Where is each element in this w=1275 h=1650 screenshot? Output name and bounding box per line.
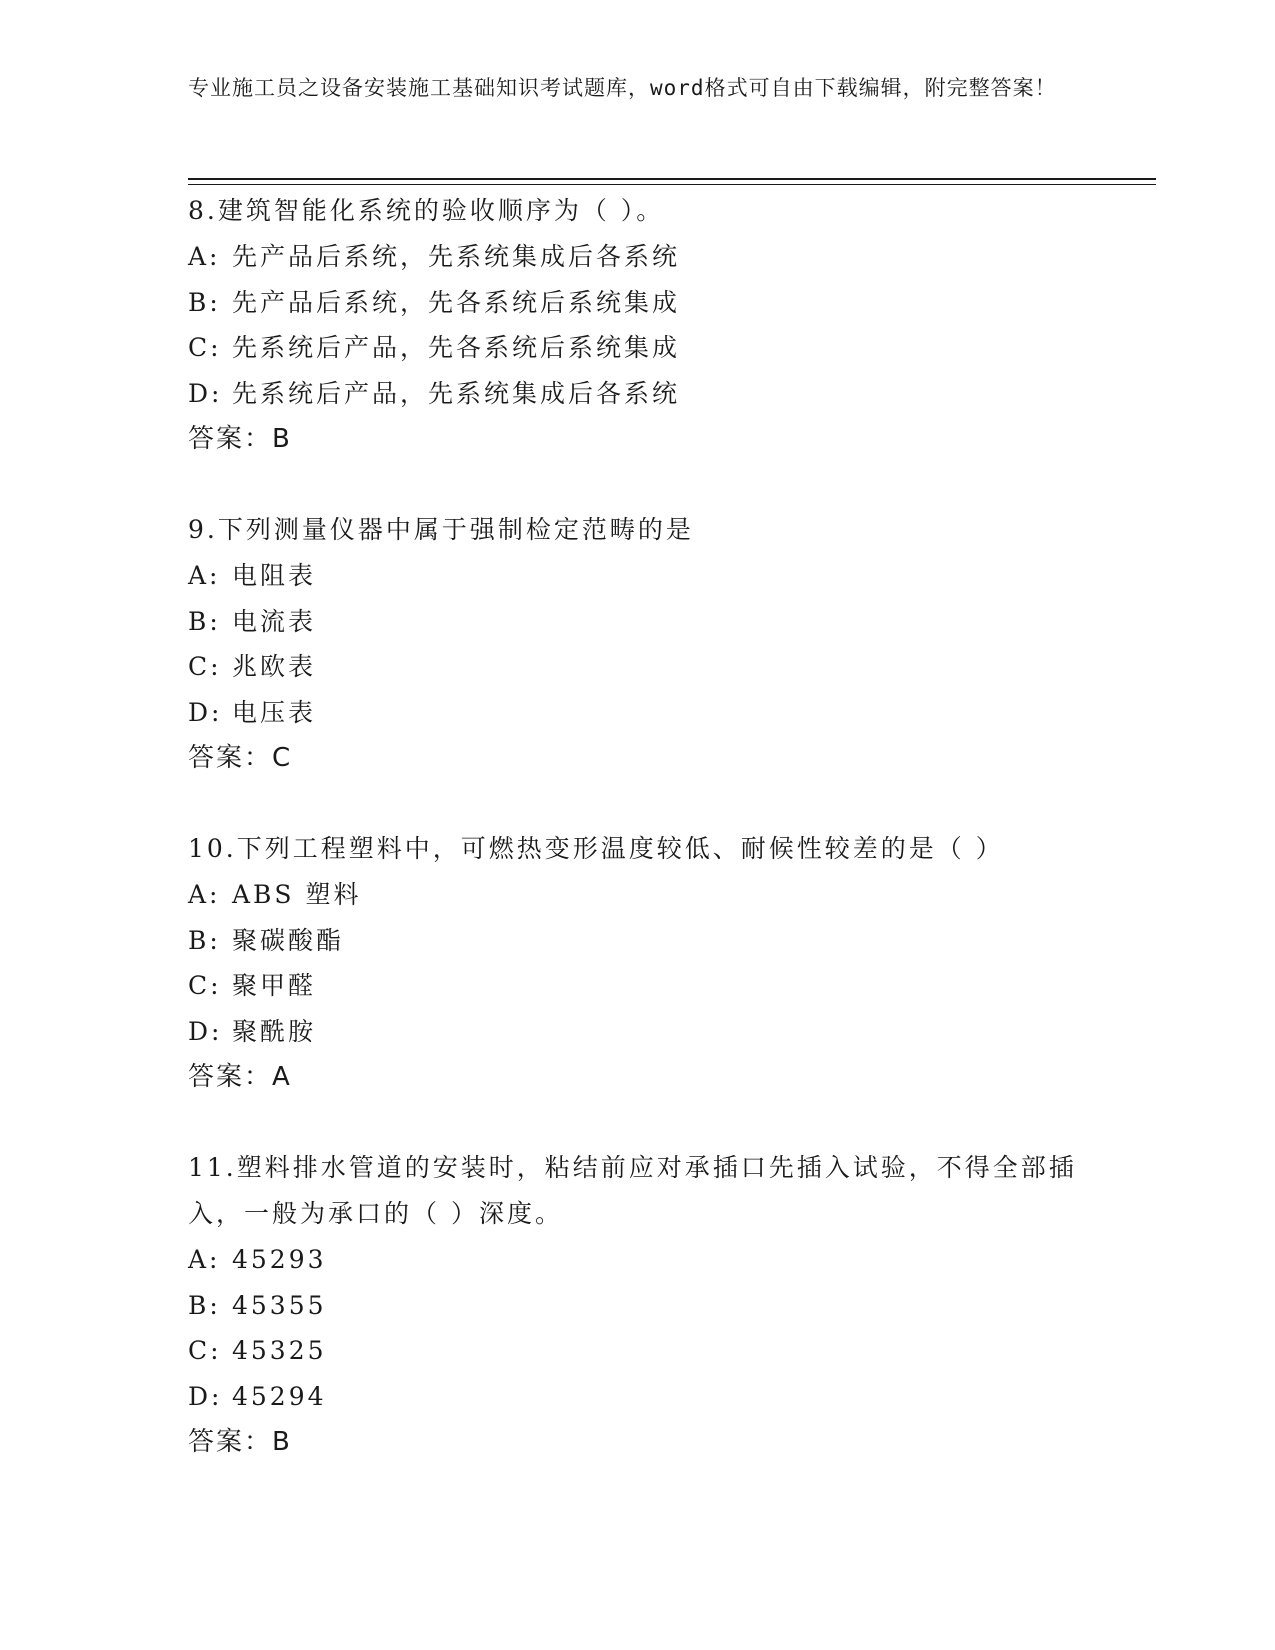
option-a [188,234,1088,280]
header-divider-thin [188,184,1156,185]
option-text: 先系统后产品，先系统集成后各系统 [232,378,681,408]
question-stem: 9.下列测量仪器中属于强制检定范畴的是 [188,515,694,544]
option-d [188,371,1088,417]
option-c [188,963,1088,1009]
answer-line: 答案：A [188,1062,292,1092]
option-text: 聚甲醛 [232,971,317,1000]
option-text: 45293 [232,1245,327,1274]
option-text: 聚酰胺 [232,1016,317,1046]
option-label: C: [188,333,222,362]
answer-line: 答案：C [188,743,293,773]
option-label: D: [188,378,223,408]
question-stem: 11.塑料排水管道的安装时，粘结前应对承插口先插入试验，不得全部插入，一般为承口的（ ）深度。 [188,1153,1077,1228]
option-a [188,872,1088,918]
option-c [188,1328,1088,1374]
option-text: 45355 [232,1290,327,1320]
option-label: C: [188,971,222,1000]
option-text: ABS 塑料 [232,880,362,909]
option-d [188,690,1088,736]
option-c [188,325,1088,371]
option-text: 先系统后产品，先各系统后系统集成 [232,333,681,362]
option-c [188,644,1088,690]
option-text: 兆欧表 [232,652,317,681]
option-d [188,1374,1088,1420]
option-text: 电压表 [232,697,317,727]
question-item [188,826,1088,1100]
option-b [188,280,1088,326]
option-text: 先产品后系统，先各系统后系统集成 [232,287,681,317]
header-divider-thick [188,178,1156,180]
option-b [188,918,1088,964]
option-label: D: [188,1381,223,1411]
option-d [188,1009,1088,1055]
option-label: D: [188,697,223,727]
question-stem: 10.下列工程塑料中，可燃热变形温度较低、耐候性较差的是（ ） [188,834,1004,863]
question-item [188,1145,1088,1465]
option-text: 聚碳酸酯 [232,925,345,955]
option-text: 电阻表 [232,561,317,590]
option-label: A: [188,880,221,909]
option-label: A: [188,561,221,590]
option-text: 电流表 [232,606,317,636]
option-label: B: [188,1290,221,1320]
option-label: A: [188,1245,221,1274]
option-label: A: [188,242,221,271]
option-b [188,1283,1088,1329]
option-a [188,1237,1088,1283]
answer-line: 答案：B [188,424,292,454]
option-label: C: [188,652,222,681]
option-text: 45325 [232,1336,327,1365]
option-a [188,553,1088,599]
option-b [188,599,1088,645]
option-label: D: [188,1016,223,1046]
option-label: B: [188,925,221,955]
option-text: 45294 [232,1381,327,1411]
document-header-note: 专业施工员之设备安装施工基础知识考试题库，word格式可自由下载编辑，附完整答案！ [188,76,1057,100]
option-text: 先产品后系统，先系统集成后各系统 [232,242,681,271]
question-stem: 8.建筑智能化系统的验收顺序为（ ）。 [188,196,665,225]
question-list [188,188,1088,1510]
answer-line: 答案：B [188,1427,292,1457]
question-item [188,188,1088,462]
option-label: B: [188,606,221,636]
question-item [188,507,1088,781]
option-label: B: [188,287,221,317]
option-label: C: [188,1336,222,1365]
